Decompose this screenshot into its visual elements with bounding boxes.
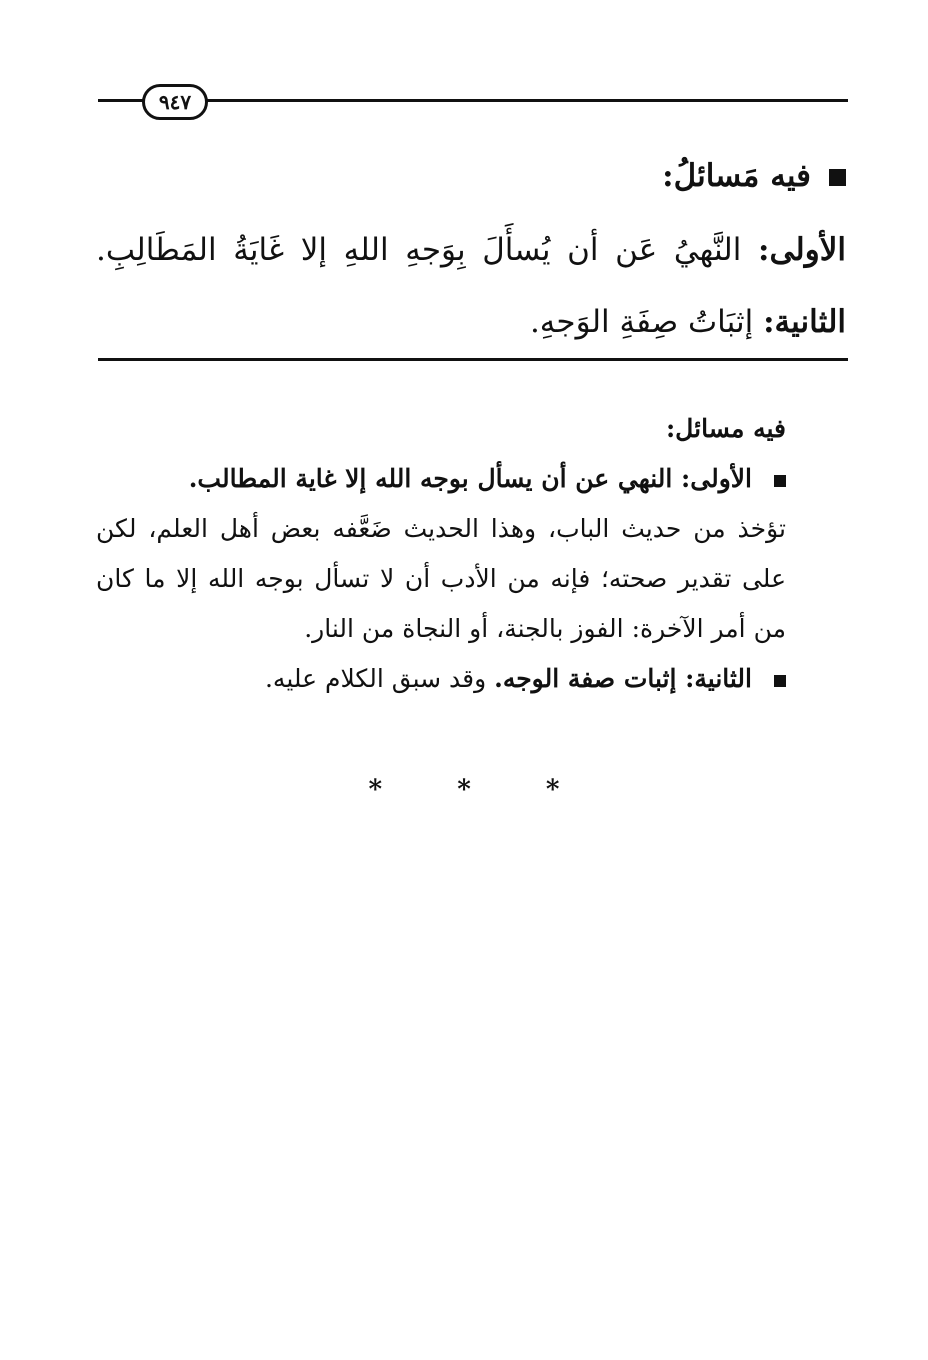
square-bullet-icon: [774, 475, 786, 487]
matn-heading: [96, 148, 846, 204]
sharh-heading: فيه مسائل:: [665, 414, 786, 443]
sharh-first-point-text: الأولى: النهي عن أن يسأل بوجه الله إلا غاية المطالب.: [188, 464, 752, 493]
matn-first-label: الأولى:: [758, 232, 846, 268]
section-end-separator: [0, 775, 928, 805]
page-header: [98, 84, 848, 118]
matn-second-label: الثانية:: [763, 304, 846, 340]
header-rule: [98, 99, 848, 102]
square-bullet-icon: [829, 169, 846, 186]
sharh-second-point-text: الثانية: إثبات صفة الوجه.: [494, 664, 752, 693]
asterisk-icon: *: [457, 775, 471, 805]
matn-heading-text: فيه مَسائلُ:: [662, 158, 811, 194]
sharh-second-explanation: وقد سبق الكلام عليه.: [264, 664, 487, 693]
section-divider: [98, 358, 848, 361]
sharh-second-point: [96, 654, 846, 704]
page-number-badge: ٩٤٧: [142, 84, 208, 120]
asterisk-icon: *: [545, 775, 560, 805]
sharh-first-point: [96, 454, 846, 504]
matn-second-text: إثبَاتُ صِفَةِ الوَجهِ.: [529, 304, 754, 340]
sharh-first-explanation: تؤخذ من حديث الباب، وهذا الحديث ضَعَّفه بعض أهل العلم، لكن على تقدير صحته؛ فإنه من الأدب أن لا تسأل بوجه الله إلا ما كان من أمر الآخرة: الفوز بالجنة، أو النجاة من النار.: [96, 514, 786, 643]
square-bullet-icon: [774, 675, 786, 687]
matn-section: [96, 148, 846, 358]
asterisk-icon: *: [368, 775, 383, 805]
matn-first-text: النَّهيُ عَن أن يُسأَلَ بِوَجهِ اللهِ إلا غَايَةُ المَطَالِبِ.: [96, 232, 742, 268]
sharh-section: [96, 404, 846, 704]
matn-body: [96, 214, 846, 358]
